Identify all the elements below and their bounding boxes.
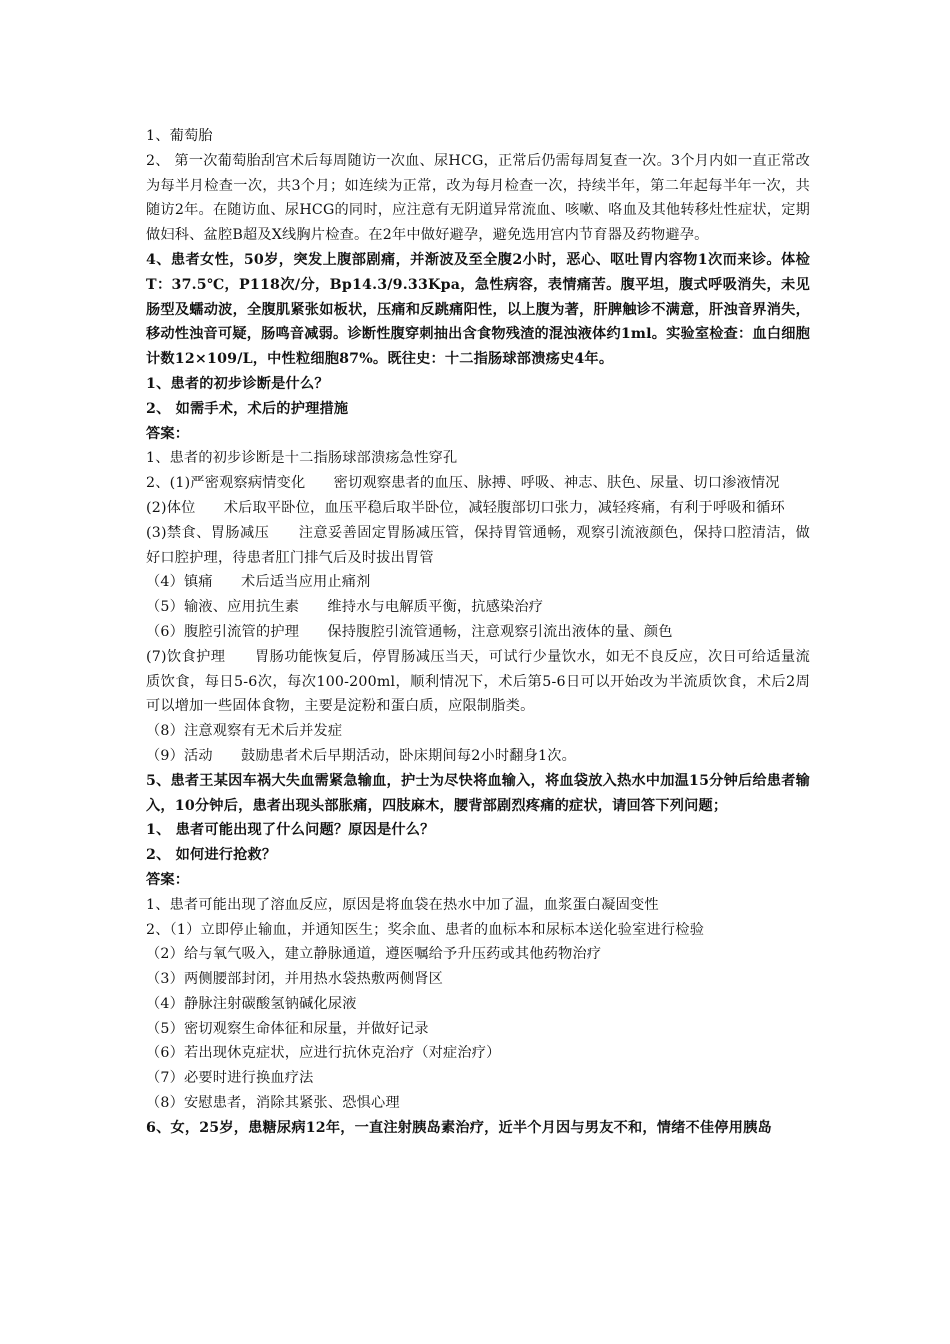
- paragraph: （5）输液、应用抗生素 维持水与电解质平衡，抗感染治疗: [146, 599, 544, 616]
- paragraph: 1、葡萄胎: [146, 128, 213, 144]
- paragraph: 1、患者的初步诊断是十二指肠球部溃疡急性穿孔: [146, 450, 458, 467]
- paragraph: 1、 患者可能出现了什么问题？原因是什么？: [146, 822, 435, 839]
- document-body: [146, 124, 810, 1141]
- paragraph: （4）静脉注射碳酸氢钠碱化尿液: [146, 995, 357, 1012]
- paragraph: （4）镇痛 术后适当应用止痛剂: [146, 574, 371, 591]
- paragraph: 答案：: [146, 425, 190, 442]
- paragraph: （5）密切观察生命体征和尿量，并做好记录: [146, 1020, 429, 1037]
- paragraph: 2、 如何进行抢救？: [146, 847, 277, 864]
- paragraph: (2)体位 术后取平卧位，血压平稳后取半卧位，减轻腹部切口张力，减轻疼痛，有利于呼吸和循环: [146, 499, 785, 516]
- paragraph: （2）给与氧气吸入，建立静脉通道，遵医嘱给予升压药或其他药物治疗: [146, 946, 602, 963]
- paragraph: （8）安慰患者，消除其紧张、恐惧心理: [146, 1095, 400, 1112]
- paragraph: （9）活动 鼓励患者术后早期活动，卧床期间每2小时翻身1次。: [146, 747, 577, 764]
- paragraph: 2、 第一次葡萄胎刮宫术后每周随访一次血、尿HCG，正常后仍需每周复查一次。3个月内如一直正常改为每半月检查一次，共3个月；如连续为正常，改为每月检查一次，持续半年，第二年起每半年一次，共随访2年。在随访血、尿HCG的同时，应注意有无阴道异常流血、咳嗽、咯血及其他转移灶性症状，定期做妇科、盆腔B超及X线胸片检查。在2年中做好避孕，避免选用宫内节育器及药物避孕。: [146, 152, 810, 244]
- paragraph: (3)禁食、胃肠减压 注意妥善固定胃肠减压管，保持胃管通畅，观察引流液颜色，保持口腔清洁，做好口腔护理，待患者肛门排气后及时拔出胃管: [146, 524, 810, 566]
- paragraph: （3）两侧腰部封闭，并用热水袋热敷两侧肾区: [146, 971, 443, 988]
- paragraph: 1、患者可能出现了溶血反应，原因是将血袋在热水中加了温，血浆蛋白凝固变性: [146, 896, 659, 913]
- paragraph: (7)饮食护理 胃肠功能恢复后，停胃肠减压当天，可试行少量饮水，如无不良反应，次日可给适量流质饮食，每日5-6次，每次100-200ml，顺利情况下，术后第5-6日可以开始改为半流质饮食，术后2周可以增加一些固体食物，主要是淀粉和蛋白质，应限制脂类。: [146, 648, 810, 715]
- paragraph: 2、 如需手术，术后的护理措施: [146, 400, 349, 417]
- paragraph: 2、（1）立即停止输血，并通知医生；奖余血、患者的血标本和尿标本送化验室进行检验: [146, 921, 705, 938]
- paragraph: 6、女，25岁，患糖尿病12年，一直注射胰岛素治疗，近半个月因与男友不和，情绪不佳停用胰岛: [146, 1119, 772, 1136]
- paragraph: 2、(1)严密观察病情变化 密切观察患者的血压、脉搏、呼吸、神志、肤色、尿量、切口渗液情况: [146, 475, 780, 492]
- paragraph: 5、患者王某因车祸大失血需紧急输血，护士为尽快将血输入，将血袋放入热水中加温15分钟后给患者输入，10分钟后，患者出现头部胀痛，四肢麻木，腰背部剧烈疼痛的症状，请回答下列问题；: [146, 772, 810, 814]
- paragraph: 4、患者女性，50岁，突发上腹部剧痛，并渐波及至全腹2小时，恶心、呕吐胃内容物1次而来诊。体检T：37.5℃，P118次/分，Bp14.3/9.33Kpa，急性病容，表情痛苦。腹平坦，腹式呼吸消失，未见肠型及蠕动波，全腹肌紧张如板状，压痛和反跳痛阳性，以上腹为著，肝脾触诊不满意，肝浊音界消失，移动性浊音可疑，肠鸣音减弱。诊断性腹穿刺抽出含食物残渣的混浊液体约1ml。实验室检查：血白细胞计数12×109/L，中性粒细胞87%。既往史：十二指肠球部溃疡史4年。: [146, 251, 810, 368]
- paragraph: 1、患者的初步诊断是什么？: [146, 375, 329, 392]
- paragraph: 答案：: [146, 871, 190, 888]
- paragraph: （6）腹腔引流管的护理 保持腹腔引流管通畅，注意观察引流出液体的量、颜色: [146, 623, 673, 640]
- paragraph: （6）若出现休克症状，应进行抗休克治疗（对症治疗）: [146, 1045, 501, 1062]
- paragraph: （7）必要时进行换血疗法: [146, 1070, 314, 1087]
- paragraph: （8）注意观察有无术后并发症: [146, 723, 343, 740]
